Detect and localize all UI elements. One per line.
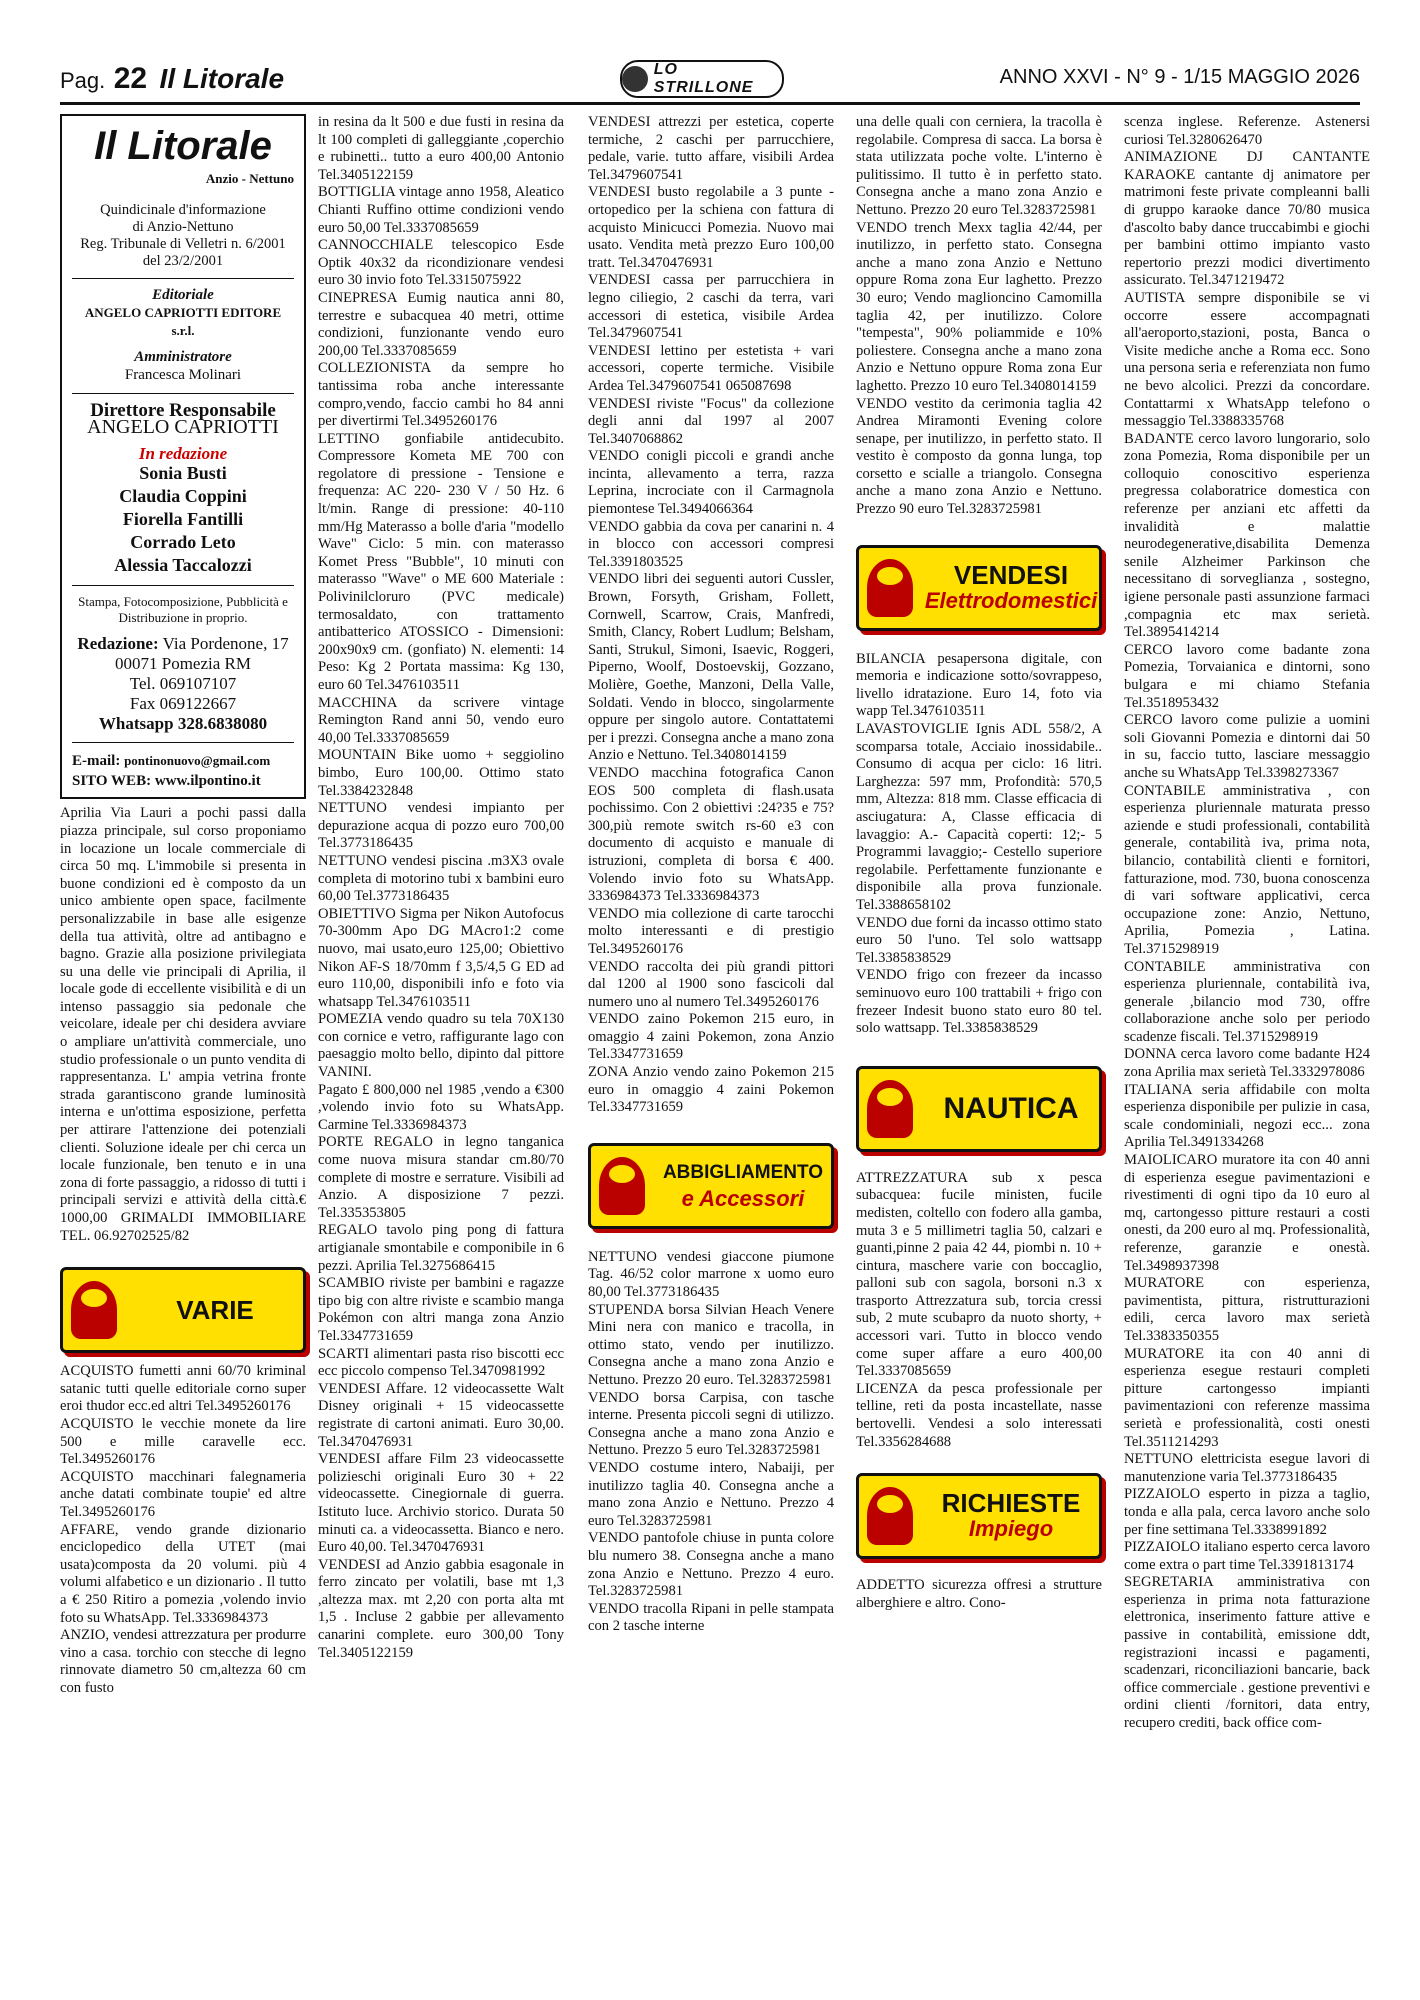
ad-item: VENDO costume intero, Nabaiji, per inutilizzo taglia 40. Consegna anche a mano zona Anzio e Nettuno. Prezzo 4 euro Tel.3283725981: [588, 1459, 834, 1529]
strillone-mascot-icon: [599, 1157, 645, 1215]
divider: [72, 585, 294, 586]
ad-item: SCARTI alimentari pasta riso biscotti ecc ecc piccolo compenso Tel.3470981992: [318, 1345, 564, 1380]
ad-item: MURATORE con esperienza, pavimentista, pittura, ristrutturazioni edili, cerca lavoro max serietà Tel.3383350355: [1124, 1275, 1370, 1344]
divider: [72, 742, 294, 743]
redazione-address-label: Redazione:: [77, 634, 159, 654]
badge-title: VARIE: [176, 1295, 254, 1326]
ad-item: STUPENDA borsa Silvian Heach Venere Mini nera con manico e tracolla, in ottimo stato, vendo per inutilizzo. Consegna anche a mano zona Anzio e Nettuno. Prezzo 20 euro. Tel.3283725981: [588, 1301, 834, 1388]
ad-item: BILANCIA pesapersona digitale, con memoria e indicazione sotto/sovrappeso, livello idratazione. Euro 14, foto via wapp Tel.3476103511: [856, 650, 1102, 720]
redazione-address: Via Pordenone, 17: [162, 634, 289, 654]
ad-item: VENDO raccolta dei più grandi pittori dal 1200 al 1900 sono fascicoli dal numero uno al numero Tel.3495260176: [588, 958, 834, 1010]
ad-item: VENDO mia collezione di carte tarocchi molto interessanti e di prestigio Tel.3495260176: [588, 905, 834, 957]
ad-item: MURATORE ita con 40 anni di esperienza esegue restauri completi pitture cartongesso impianti pavimentazioni con referenze massima serietà e professionalità, costi onesti Tel.3511214293: [1124, 1345, 1370, 1450]
ad-item: AFFARE, vendo grande dizionario enciclopedico della UTET (mai usata)composta da 20 volumi. più 4 volumi alfabetico e un dizionario . Il tutto a € 250 Ritiro a pomezia ,volendo invio foto su WhatsApp. Tel.3336984373: [60, 1521, 306, 1626]
editoriale-label: Editoriale: [152, 286, 214, 303]
ad-item: CERCO lavoro come pulizie a uomini soli Giovanni Pomezia e dintorni dai 50 in su, faccio tutto, lasciare messaggio anche su WhatsApp Tel.3398273367: [1124, 712, 1370, 781]
masthead-info: [72, 202, 294, 270]
ad-item: scenza inglese. Referenze. Astenersi curiosi Tel.3280626470: [1124, 114, 1370, 148]
section-badge-abbigliamento: [588, 1143, 834, 1229]
info-line: di Anzio-Nettuno: [132, 218, 234, 235]
ad-item: NETTUNO elettricista esegue lavori di manutenzione varia Tel.3773186435: [1124, 1451, 1370, 1485]
ad-item: NETTUNO vendesi piscina .m3X3 ovale completa di motorino tubi x bambini euro 60,00 Tel.3773186435: [318, 852, 564, 905]
column-2: [318, 114, 564, 1662]
ad-item: ATTREZZATURA sub x pesca subacquea: fucile ministen, fucile medisten, coltello con fodero alla gamba, muta 3 e 5 millimetri taglia 50, calzari e guanti,pinne 2 paia 42 44, piombi n. 10 + cintura, maschere varie con boccaglio, palloni sub con sagola, borsoni n.3 x trasporto Attrezzatura sub, torcia cressi sub, 2 mute scubapro da nuoto shorty, + accessori vari. Tutto in blocco vendo come super affare a euro 400,00 Tel.3337085659: [856, 1169, 1102, 1380]
column-5: [1124, 114, 1370, 1733]
logo-text: LO STRILLONE: [653, 61, 754, 96]
page-number-block: [60, 62, 284, 96]
badge-title: VENDESI: [953, 559, 1069, 590]
ad-item: LAVASTOVIGLIE Ignis ADL 558/2, A scomparsa totale, Acciaio inossidabile.. Consumo di acqua per ciclo: 16 litri. Larghezza: 597 mm, Profondità: 570,5 mm, Altezza: 818 mm. Classe efficacia di asciugatura: A, Classe efficacia di lavaggio: A.- Capacità coperti: 12;- 5 Programmi lavaggio;- Cestello superiore regolabile. Perfettamente funzionante e disponibile alla prova funzionale. Tel.3388658102: [856, 721, 1102, 913]
ad-item: VENDESI cassa per parrucchiera in legno ciliegio, 2 caschi da terra, vari accessori di estetica, visibile Ardea Tel.3479607541: [588, 272, 834, 342]
badge-text: [127, 1295, 303, 1326]
city: 00071 Pomezia RM: [115, 654, 251, 674]
section-badge-nautica: [856, 1066, 1102, 1152]
ad-item: ACQUISTO fumetti anni 60/70 kriminal satanic tutti quelle editoriale corno super eroi thudor ecc.ed altri Tel.3495260176: [60, 1363, 306, 1415]
staff-list: [72, 462, 294, 577]
strillone-mascot-icon: [867, 1487, 913, 1545]
issue-info: ANNO XXVI - N° 9 - 1/15 MAGGIO 2026: [999, 66, 1360, 88]
ad-item: CONTABILE amministrativa , con esperienza pluriennale maturata presso aziende e studi professionali, contabilità generale, contabilità iva, prima nota, bilancio, contabilità clienti e fornitori, fatturazione, mod. 730, buona conoscenza di vari software applicativi, cerca occupazione zone: Anzio, Nettuno, Aprilia, Pomezia , Latina. Tel.3715298919: [1124, 782, 1370, 957]
ad-item: BOTTIGLIA vintage anno 1958, Aleatico Chianti Ruffino ottime condizioni vendo euro 50,00 Tel.3337085659: [318, 184, 564, 236]
ad-list-immobili: [60, 805, 306, 1245]
page-header: [60, 58, 1360, 105]
amministratore-label: Amministratore: [134, 349, 232, 366]
staff-member: Claudia Coppini: [119, 486, 247, 507]
ad-item: in resina da lt 500 e due fusti in resina da lt 100 completi di galleggiante ,coperchio e rubinetti.. tutto a euro 400,00 Antonio Tel.3405122159: [318, 114, 564, 183]
ad-item: VENDO pantofole chiuse in punta colore blu numero 38. Consegna anche a mano zona Anzio e Nettuno. Prezzo 4 euro. Tel.3283725981: [588, 1530, 834, 1600]
ad-item: VENDO gabbia da cova per canarini n. 4 in blocco con accessori compresi Tel.3391803525: [588, 518, 834, 570]
ad-item: REGALO tavolo ping pong di fattura artigianale smontabile e componibile in 6 pezzi. Aprilia Tel.3275686415: [318, 1222, 564, 1274]
redazione-label: In redazione: [138, 443, 228, 463]
ad-item: ZONA Anzio vendo zaino Pokemon 215 euro in omaggio 4 zaini Pokemon Tel.3347731659: [588, 1064, 834, 1116]
section-badge-richieste-impiego: [856, 1473, 1102, 1559]
section-badge-elettrodomestici: [856, 545, 1102, 631]
masthead-title: Il Litorale: [94, 124, 272, 168]
ad-item: ACQUISTO macchinari falegnameria anche datati combinate toupie' ed altre Tel.3495260176: [60, 1468, 306, 1520]
ad-item: VENDESI affare Film 23 videocassette polizieschi originali Euro 30 + 22 videocassette. Cinegiornale di guerra. Istituto luce. Archivio storico. Durata 50 minuti ca. a videocassetta. Bianco e nero. Euro 40,00. Tel.3470476931: [318, 1451, 564, 1556]
badge-subtitle: e Accessori: [681, 1185, 805, 1211]
ad-item: ANIMAZIONE DJ CANTANTE KARAOKE cantante dj animatore per matrimoni feste private compleanni balli di gruppo karaoke dance 70/80 musica d'ascolto baby dance truccabimbi e giochi per bambini ottimo impianto vasto repertorio prezzi modici divertimento assicurato. Tel.3471219472: [1124, 149, 1370, 289]
ad-item: POMEZIA vendo quadro su tela 70X130 con cornice e vetro, raffigurante lago con paesaggio molto bello, dipinto dal pittore VANINI.: [318, 1011, 564, 1081]
ad-item: VENDESI ad Anzio gabbia esagonale in ferro zincato per volatili, base mt 1,3 ,altezza max. mt 2,20 con porta alta mt 1,5 . Incluse 2 gabbie per allevamento canarini complete. euro 300,00 Tony Tel.3405122159: [318, 1556, 564, 1661]
strillone-mascot-icon: [622, 66, 648, 92]
email-label: E-mail:: [72, 753, 121, 770]
email-link[interactable]: pontinonuovo@gmail.com: [124, 753, 271, 769]
ad-item: NETTUNO vendesi giaccone piumone Tag. 46/52 color marrone x uomo euro 80,00 Tel.3773186435: [588, 1248, 834, 1301]
ad-item: DONNA cerca lavoro come badante H24 zona Aprilia max serietà Tel.3332978086: [1124, 1046, 1370, 1081]
badge-text: [923, 1091, 1099, 1125]
ad-item: VENDO due forni da incasso ottimo stato euro 50 l'uno. Tel solo wattsapp Tel.3385838529: [856, 914, 1102, 966]
ad-item: Pagato £ 800,000 nel 1985 ,vendo a €300 ,volendo invio foto su WhatsApp. Carmine Tel.3336984373: [318, 1081, 564, 1133]
masthead-box: [60, 114, 306, 799]
direttore-label: Direttore Responsabile: [90, 399, 276, 421]
ad-item: AUTISTA sempre disponibile se vi occorre essere accompagnati all'aeroporto,stazioni, posta, Banca o Visite mediche anche a Roma ecc. Sono una persona seria e referenziata non fumo ne bevo alcolici. Prezzi da concordare. Contattarmi x WhatsApp telefono o messaggio Tel.3388335768: [1124, 289, 1370, 430]
info-line: del 23/2/2001: [142, 252, 224, 269]
ad-item: VENDO zaino Pokemon 215 euro, in omaggio 4 zaini Pokemon, zona Anzio Tel.3347731659: [588, 1011, 834, 1063]
ad-item: ANZIO, vendesi attrezzatura per produrre vino a casa. torchio con stecche di legno rinnovate diametro 50 cm,altezza 60 cm con fusto: [60, 1627, 306, 1696]
ad-item: ACQUISTO le vecchie monete da lire 500 e mille caravelle ecc. Tel.3495260176: [60, 1415, 306, 1468]
staff-member: Sonia Busti: [139, 463, 227, 484]
column-3: [588, 114, 834, 1636]
ad-item: VENDO borsa Carpisa, con tasche interne. Presenta piccoli segni di utilizzo. Consegna anche a mano zona Anzio e Nettuno. Prezzo 5 euro Tel.3283725981: [588, 1389, 834, 1459]
ad-item: CERCO lavoro come badante zona Pomezia, Torvaianica e dintorni, sono bulgara e mi chiamo Stefania Tel.3518953432: [1124, 641, 1370, 711]
ad-item: CINEPRESA Eumig nautica anni 80, terrestre e subacquea 40 metri, ottime condizioni, funzionante vendo euro 200,00 Tel.3337085659: [318, 289, 564, 359]
badge-text: [655, 1160, 831, 1212]
staff-member: Fiorella Fantilli: [122, 509, 244, 530]
divider: [72, 278, 294, 279]
contact-block: [72, 634, 294, 734]
header-masthead: Il Litorale: [159, 63, 285, 94]
ad-item: MAIOLICARO muratore ita con 40 anni di esperienza esegue pavimentazioni e rivestimenti di ogni tipo da 10 euro al mq, cartongesso pitture restauri a costi onesti, da 200 euro al mq. Professionalità, referenze, garanzie e onestà. Tel.3498937398: [1124, 1152, 1370, 1274]
badge-title: RICHIESTE: [941, 1488, 1081, 1519]
ad-item: VENDESI riviste "Focus" da collezione degli anni dal 1997 al 2007 Tel.3407068862: [588, 395, 834, 447]
ad-item: VENDESI attrezzi per estetica, coperte termiche, 2 caschi per parrucchiere, pedale, varie. tutto affare, visibili Ardea Tel.3479607541: [588, 114, 834, 183]
fax: Fax 069122667: [129, 694, 237, 714]
ad-item: VENDO trench Mexx taglia 42/44, per inutilizzo, in perfetto stato. Consegna anche a mano zona Anzio e Nettuno oppure Roma zona Eur laghetto. Prezzo 30 euro; Vendo maglioncino Camomilla taglia 42, per inutilizzo. Colore "tempesta", 90% poliammide e 10% poliestere. Consegna anche a mano zona Anzio e Nettuno oppure Roma zona Eur laghetto. Prezzo 10 euro Tel.3408014159: [856, 219, 1102, 394]
stampa-note: Stampa, Fotocomposizione, Pubblicità e Distribuzione in proprio.: [78, 594, 288, 626]
telephone: Tel. 069107107: [129, 674, 237, 694]
ad-item: PIZZAIOLO italiano esperto cerca lavoro come extra o part time Tel.3391813174: [1124, 1539, 1370, 1573]
section-badge-varie: [60, 1267, 306, 1353]
whatsapp: Whatsapp 328.6838080: [98, 714, 268, 734]
ad-item: MOUNTAIN Bike uomo + seggiolino bimbo, Euro 100,00. Ottimo stato Tel.3384232848: [318, 747, 564, 799]
ad-item: ADDETTO sicurezza offresi a strutture alberghiere e altro. Cono-: [856, 1577, 1102, 1611]
badge-title: ABBIGLIAMENTO: [662, 1161, 824, 1183]
strillone-logo: [620, 60, 784, 98]
ad-item: LICENZA da pesca professionale per telline, reti da posta incastellate, nasse bertovelli. Vendesi a solo interessati Tel.3356284688: [856, 1380, 1102, 1450]
ad-item: BADANTE cerco lavoro lungorario, solo zona Pomezia, Roma disponibile per un colloquio conoscitivo esperienza pregressa colaboratrice domestica con referenze per anziani etc affetti da invalidità e malattie neurodegenerative,disabilita Demenza senile Alzheimer Parkinson che necessitano di sorveglianza , sostegno, igiene personale pasti assunzione farmaci ,compagnia etc max serietà. Tel.3895414214: [1124, 430, 1370, 641]
ad-item: SEGRETARIA amministrativa con esperienza in prima nota fatturazione elettronica, inserimento fatture attive e passive in contabilità, emissione ddt, registrazioni incassi e pagamenti, scadenzari, riconciliazioni bancarie, back office commerciale . gestione preventivi e ordini clienti /fornitori, data entry, recupero crediti, back office com-: [1124, 1574, 1370, 1732]
ad-item: PIZZAIOLO esperto in pizza a taglio, tonda e alla pala, cerca lavoro anche solo per fine settimana Tel.3338991892: [1124, 1486, 1370, 1538]
ad-item: una delle quali con cerniera, la tracolla è regolabile. Compresa di sacca. La borsa è stata utilizzata poche volte. L'interno è pulitissimo. Il tutto è in perfetto stato. Consegna anche a mano zona Anzio e Nettuno. Prezzo 20 euro Tel.3283725981: [856, 114, 1102, 218]
ad-item: PORTE REGALO in legno tanganica come nuova misura standar cm.80/70 complete di mostre e serrature. Visibili ad Anzio. A disposizione 7 pezzi. Tel.335353805: [318, 1134, 564, 1221]
ad-item: VENDO conigli piccoli e grandi anche incinta, allevamento a terra, razza Leprina, incrociate con il Carmagnola piemontese Tel.3494066364: [588, 448, 834, 518]
column-4: [856, 114, 1102, 1612]
ad-item: VENDO vestito da cerimonia taglia 42 Andrea Miramonti Evening colore senape, per inutilizzo, in perfetto stato. Il vestito è composto da gonna lunga, top corsetto e scialle a triangolo. Consegna anche a mano zona Anzio e Nettuno. Prezzo 90 euro Tel.3283725981: [856, 395, 1102, 518]
badge-title: NAUTICA: [943, 1091, 1079, 1125]
ad-item: COLLEZIONISTA da sempre ho tantissima roba anche interessante compro,vendo, faccio cambi ho 84 anni per divertirmi Tel.3495260176: [318, 360, 564, 430]
ad-item: LETTINO gonfiabile antidecubito. Compressore Kometa ME 700 con regolatore di pressione - Tensione e frequenza: AC 220- 230 V / 50 Hz. 6 lt/min. Range di pressione: 40-110 mm/Hg Materasso a bolle d'aria "modello Wave" Ciclo: 5 min. con materasso Komet Press "Bubble", 10 minuti con materasso "Wave" o ME 600 Materiale : Polivinilcloruro (PVC medicale) termosaldato, con trattamento antibatterico ATOSSICO - Dimensioni: 200x90x9 cm. (gonfiato) N. elementi: 14 Peso: Kg 2 Portata massima: Kg 130, euro 60 Tel.3476103511: [318, 430, 564, 693]
badge-text: [923, 559, 1099, 614]
ad-list-varie: [60, 1363, 306, 1697]
ad-item: VENDO libri dei seguenti autori Cussler, Brown, Forsyth, Grisham, Follett, Cornwell, Scarrow, Crais, Manfredi, Smith, Clancy, Robert Ludlum; Belsham, Santi, Strukul, Simoni, Isaevic, Roggeri, Piperno, Woolf, Dostoevskij, Gozzano, Molière, Goethe, Manzoni, Della Valle, Soldati. Vendo in blocco, singolarmente oppure per singolo autore. Contattatemi per i prezzi. Consegna anche a mano zona Anzio e Nettuno. Tel.3408014159: [588, 571, 834, 764]
ad-item: VENDO frigo con frezeer da incasso seminuovo euro 100 trattabili + frigo con frezeer Indesit buono stato euro 80 tel. solo wattsapp. Tel.3385838529: [856, 967, 1102, 1037]
strillone-mascot-icon: [867, 1080, 913, 1138]
strillone-mascot-icon: [867, 559, 913, 617]
web-link[interactable]: www.ilpontino.it: [154, 773, 261, 790]
ad-item: NETTUNO vendesi impianto per depurazione acqua di pozzo euro 700,00 Tel.3773186435: [318, 800, 564, 852]
amministratore-value: Francesca Molinari: [124, 366, 242, 383]
staff-member: Alessia Taccalozzi: [114, 555, 252, 576]
badge-text: [923, 1490, 1099, 1542]
masthead-subtitle: Anzio - Nettuno: [205, 171, 294, 186]
page-number: 22: [113, 62, 148, 95]
direttore-value: ANGELO CAPRIOTTI: [87, 416, 279, 439]
web-label: SITO WEB:: [72, 773, 152, 790]
badge-subtitle: Elettrodomestici: [924, 587, 1098, 613]
ad-item: VENDO tracolla Ripani in pelle stampata con 2 tasche interne: [588, 1600, 834, 1635]
editoriale-value: ANGELO CAPRIOTTI EDITORE s.r.l.: [84, 305, 282, 338]
info-line: Quindicinale d'informazione: [100, 201, 266, 218]
ad-item: VENDESI lettino per estetista + vari accessori, coperte termiche. Visibile Ardea Tel.3479607541 065087698: [588, 342, 834, 394]
web-line: [72, 771, 294, 791]
email-line: [72, 751, 294, 771]
ad-item: CANNOCCHIALE telescopico Esde Optik 40x32 da ricondizionare vendesi euro 30 invio foto Tel.3315075922: [318, 237, 564, 289]
staff-member: Corrado Leto: [130, 532, 236, 553]
info-line: Reg. Tribunale di Velletri n. 6/2001: [80, 235, 286, 252]
ad-item: Aprilia Via Lauri a pochi passi dalla piazza principale, sul corso proponiamo in locazione un locale commerciale di circa 50 mq. L'immobile si presenta in buone condizioni ed è composto da un unico ambiente open space, facilmente personalizzabile in base alle esigenze della tua attività, oltre ad antibagno e bagno. Grazie alla posizione privilegiata su una delle vie principali di Aprilia, il locale gode di eccellente visibilità e di un intenso passaggio sia pedonale che veicolare, ideale per chi desidera avviare o ampliare un'attività commerciale, uno studio professionale o un punto vendita di rappresentanza. L' ampia vetrina fronte strada garantiscono grande luminosità interna e un'ottima esposizione, perfetta per attirare l'attenzione dei potenziali clienti. Soluzione ideale per chi cerca un locale funzionale, ben tenuto e in una zona di forte passaggio, a ridosso di tutti i principali servizi e attività della città.€ 1000,00 GRIMALDI IMMOBILIARE TEL. 06.92702525/82: [60, 805, 306, 1244]
ad-item: OBIETTIVO Sigma per Nikon Autofocus 70-300mm Apo DG MAcro1:2 come nuovo, mai usato,euro 125,00; Obiettivo Nikon AF-S 18/70mm f 3,5/4,5 G ED ad euro 110,00, disponibili info e foto via whatsapp Tel.3476103511: [318, 905, 564, 1010]
ad-item: CONTABILE amministrativa con esperienza pluriennale, contabilità iva, generale ,bilancio mod 730, offre collaborazione anche solo per periodo scadenze fiscali. Tel.3715298919: [1124, 958, 1370, 1045]
ad-item: ITALIANA seria affidabile con molta esperienza disponibile per pulizie in casa, scale condominiali, negozi ecc... zona Aprilia Tel.3491334268: [1124, 1081, 1370, 1151]
ad-item: VENDESI Affare. 12 videocassette Walt Disney originali + 15 videocassette registrate di cartoni animati. Euro 30,00. Tel.3470476931: [318, 1380, 564, 1450]
column-1: [60, 114, 306, 1697]
strillone-mascot-icon: [71, 1281, 117, 1339]
ad-item: VENDESI busto regolabile a 3 punte - ortopedico per la schiena con fattura di acquisto Minicucci Pomezia. Nuovo mai usato. Vendita metà prezzo Euro 100,00 tratt. Tel.3470476931: [588, 184, 834, 271]
divider: [72, 393, 294, 394]
badge-subtitle: Impiego: [968, 1516, 1054, 1542]
ad-item: MACCHINA da scrivere vintage Remington Rand anni 50, vendo euro 40,00 Tel.3337085659: [318, 694, 564, 746]
page-label: Pag.: [60, 68, 106, 93]
ad-item: VENDO macchina fotografica Canon EOS 500 completa di flash.usata pochissimo. Con 2 obiettivi :24?35 e 75?300,più remote switch rs-60 e3 con documento di acquisto e manuale di istruzioni, completa di borsa € 400. Volendo invio foto su WhatsApp. 3336984373 Tel.3336984373: [588, 764, 834, 905]
ad-item: SCAMBIO riviste per bambini e ragazze tipo big con altre riviste e scambio manga Pokémon con altri manga zona Anzio Tel.3347731659: [318, 1275, 564, 1344]
